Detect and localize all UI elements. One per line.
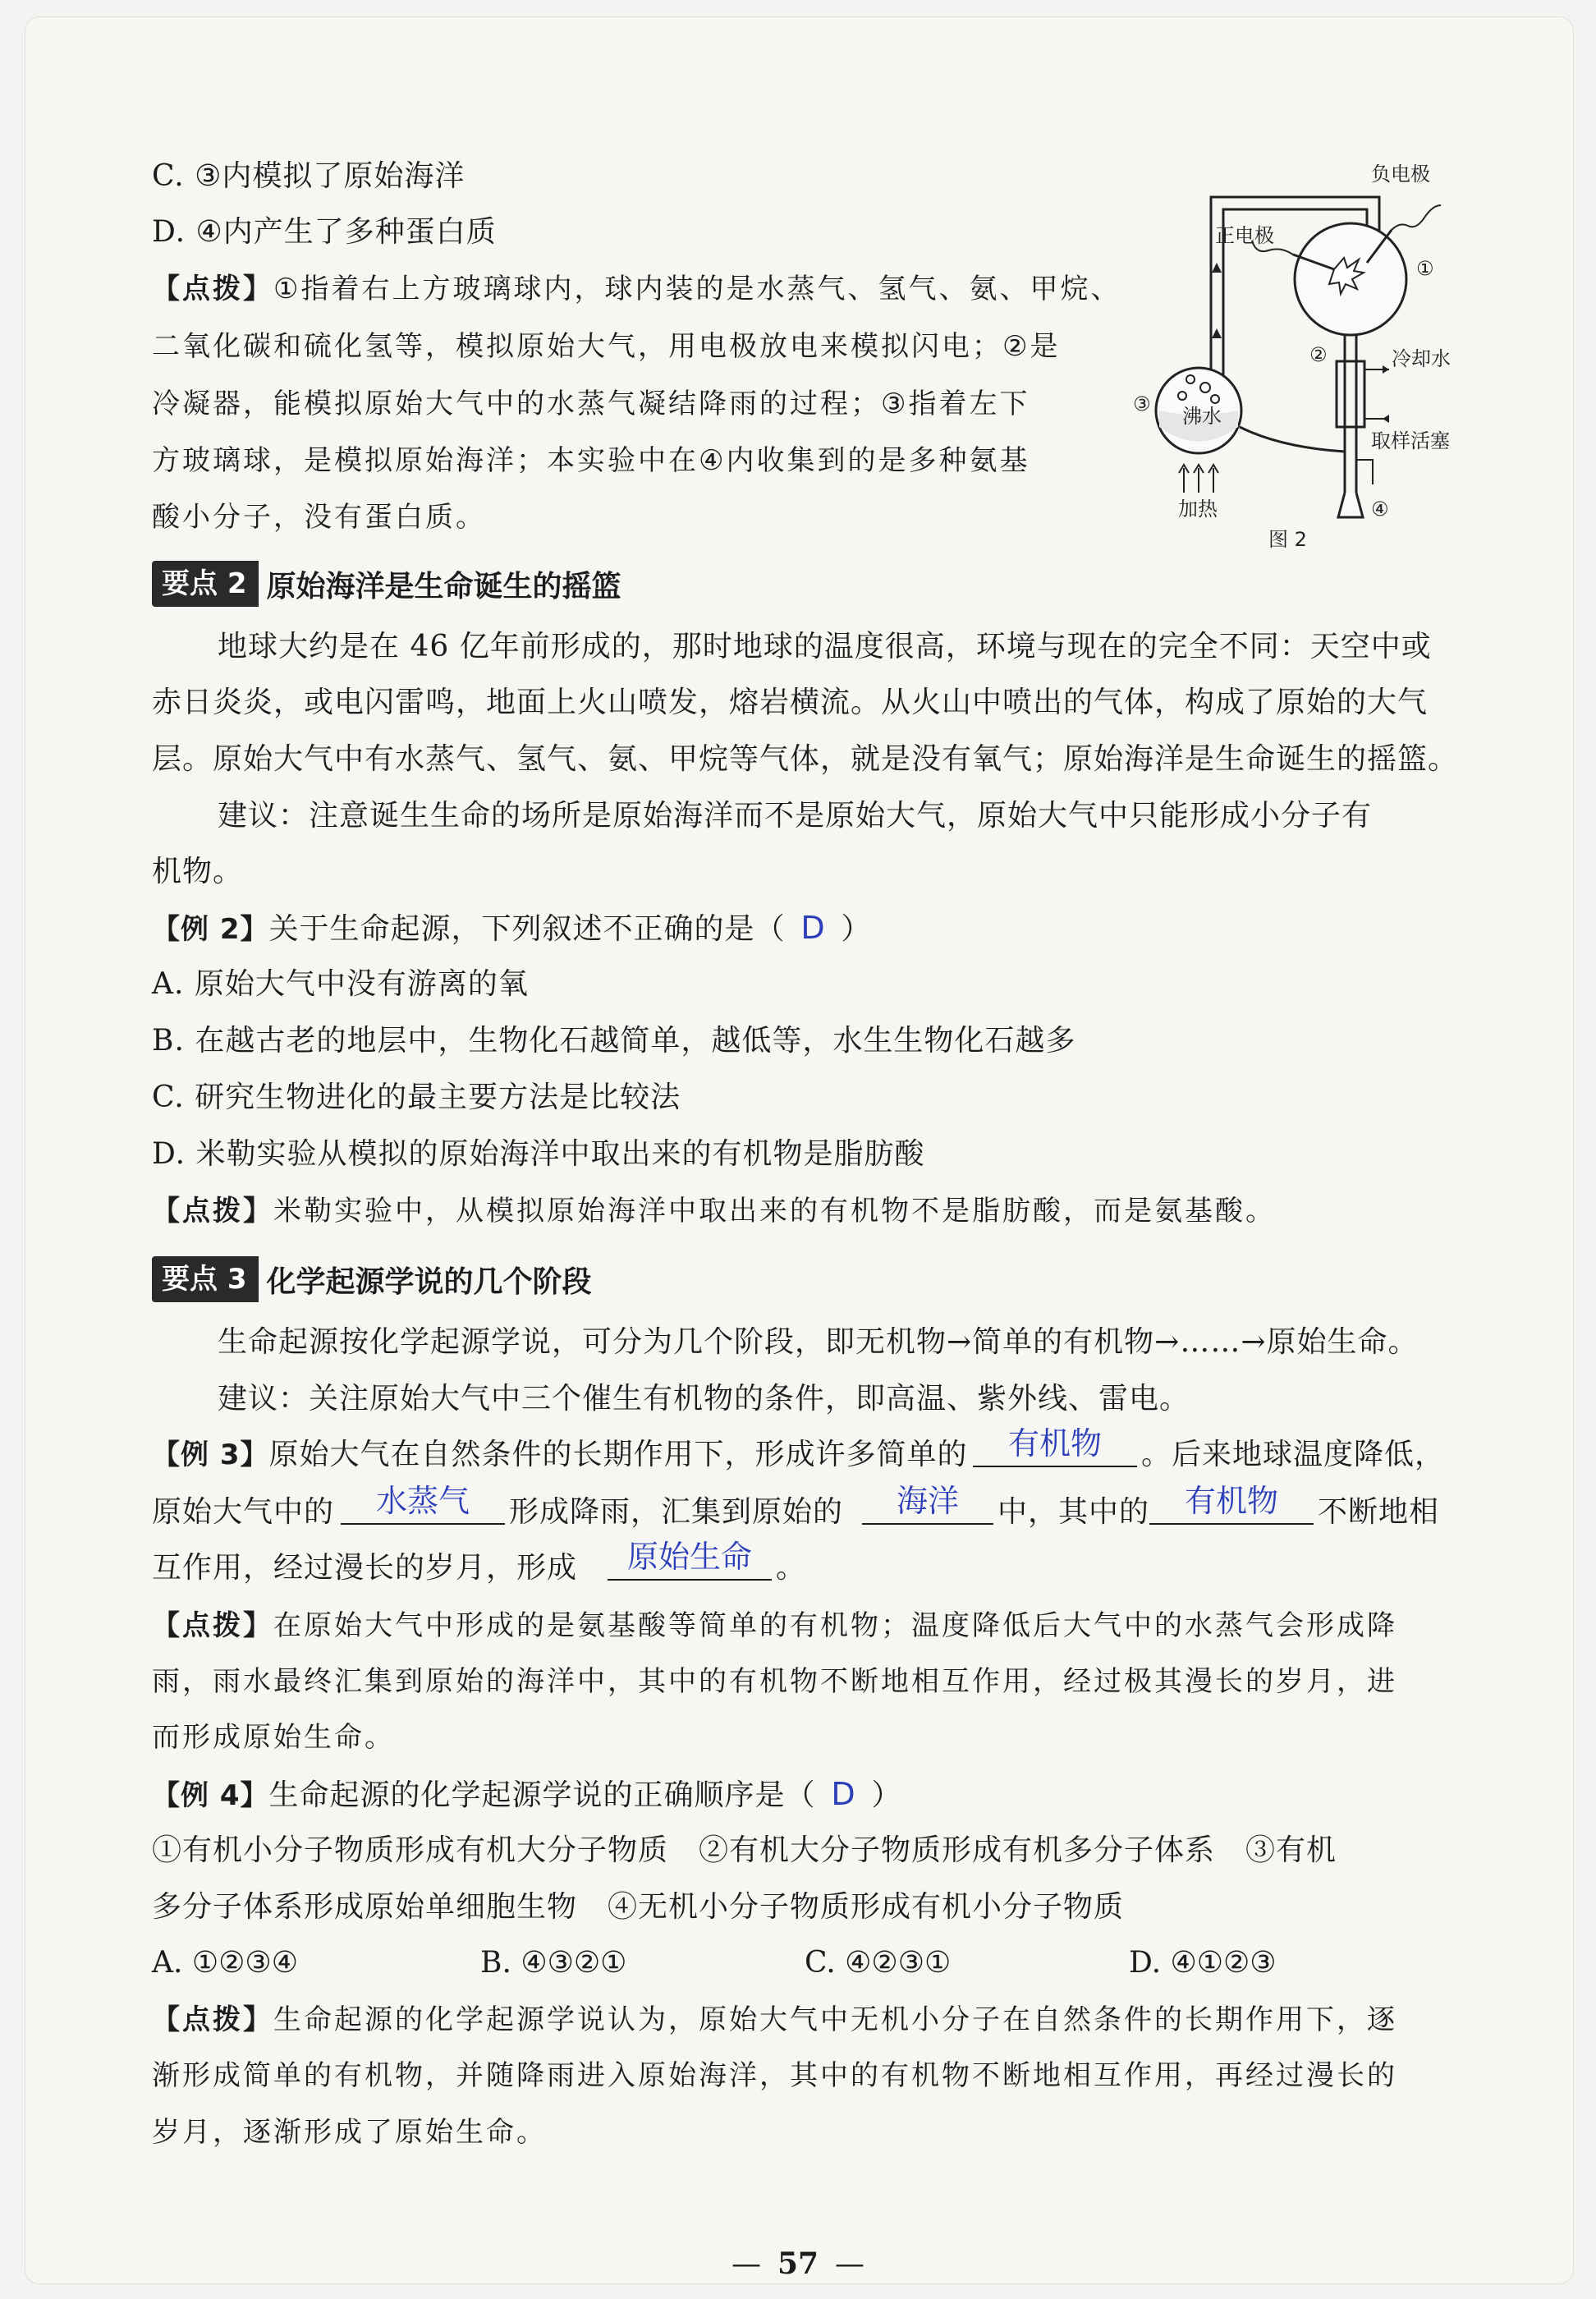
kp2-para-2-line-1: 建议：注意诞生生命的场所是原始海洋而不是原始大气，原始大气中只能形成小分子有 <box>218 799 1373 833</box>
page-number: — 57 — <box>731 2246 865 2281</box>
tip-label: 【点拨】 <box>152 1195 273 1228</box>
ex3-text-6: 不断地相 <box>1318 1495 1440 1529</box>
ex2-tip <box>152 1195 1276 1228</box>
example-2-question <box>152 911 872 946</box>
tip-text: 米勒实验中，从模拟原始海洋中取出来的有机物不是脂肪酸，而是氨基酸。 <box>273 1195 1276 1228</box>
answer: D <box>800 910 826 946</box>
tip-1-line-3: 冷凝器，能模拟原始大气中的水蒸气凝结降雨的过程；③指着左下 <box>152 388 1030 420</box>
option-c: C. ③内模拟了原始海洋 <box>152 159 466 193</box>
ex3-text-3: 原始大气中的 <box>152 1495 335 1529</box>
ex4-tip-line-1 <box>152 2003 1397 2036</box>
ex3-text-4: 形成降雨，汇集到原始的 <box>509 1495 844 1529</box>
return-tube <box>1240 427 1345 452</box>
ex4-tip-line-3: 岁月，逐渐形成了原始生命。 <box>152 2116 547 2149</box>
close-paren: ） <box>841 912 872 946</box>
ex4-option-d: D. ④①②③ <box>1129 1946 1277 1980</box>
ex2-option-d: D. 米勒实验从模拟的原始海洋中取出来的有机物是脂肪酸 <box>152 1137 925 1171</box>
ex3-text-7: 互作用，经过漫长的岁月，形成 <box>152 1551 578 1585</box>
keypoint-3-heading <box>152 1256 592 1302</box>
blank-1[interactable]: 有机物 <box>973 1425 1137 1467</box>
ex2-option-a: A. 原始大气中没有游离的氧 <box>152 967 529 1001</box>
cooling-pipes <box>1364 369 1389 419</box>
tip-1-text: ①指着右上方玻璃球内，球内装的是水蒸气、氢气、氨、甲烷、 <box>273 273 1121 305</box>
tip-1-line-5: 酸小分子，没有蛋白质。 <box>152 501 486 534</box>
tip-text: 在原始大气中形成的是氨基酸等简单的有机物；温度降低后大气中的水蒸气会形成降 <box>273 1609 1397 1642</box>
kp2-para-1-line-2: 赤日炎炎，或电闪雷鸣，地面上火山喷发，熔岩横流。从火山中喷出的气体，构成了原始的大气 <box>152 686 1429 719</box>
flow-arrow-icon <box>1212 328 1222 338</box>
tip-text: 生命起源的化学起源学说认为，原始大气中无机小分子在自然条件的长期作用下，逐 <box>273 2003 1397 2036</box>
miller-apparatus-diagram <box>1133 164 1453 550</box>
tip-1-line-1 <box>152 273 1121 305</box>
ex2-option-b: B. 在越古老的地层中，生物化石越简单，越低等，水生生物化石越多 <box>152 1024 1076 1058</box>
tip-1-line-2: 二氧化碳和硫化氢等，模拟原始大气，用电极放电来模拟闪电；②是 <box>152 330 1061 363</box>
condenser <box>1337 361 1364 427</box>
example-4-question <box>152 1778 902 1812</box>
label-4: ④ <box>1371 498 1389 521</box>
label-3: ③ <box>1133 392 1151 415</box>
question-text: 生命起源的化学起源学说的正确顺序是（ <box>268 1778 816 1812</box>
kp2-para-1-line-3: 层。原始大气中有水蒸气、氢气、氨、甲烷等气体，就是没有氧气；原始海洋是生命诞生的摇篮。 <box>152 742 1459 776</box>
ex4-option-a: A. ①②③④ <box>152 1946 298 1980</box>
keypoint-title: 原始海洋是生命诞生的摇篮 <box>266 569 621 603</box>
close-paren: ） <box>871 1778 902 1812</box>
page-number-value: 57 <box>777 2246 819 2281</box>
ex3-text-1: 原始大气在自然条件的长期作用下，形成许多简单的 <box>268 1438 968 1471</box>
ex2-option-c: C. 研究生物进化的最主要方法是比较法 <box>152 1081 681 1114</box>
keypoint-2-heading <box>152 561 621 607</box>
blank-4[interactable]: 有机物 <box>1149 1482 1314 1525</box>
option-d: D. ④内产生了多种蛋白质 <box>152 215 497 249</box>
blank-2[interactable]: 水蒸气 <box>341 1482 505 1525</box>
cooling-arrow-icon <box>1383 365 1389 423</box>
example-label: 【例 2】 <box>152 913 269 946</box>
kp2-para-1-line-1: 地球大约是在 46 亿年前形成的，那时地球的温度很高，环境与现在的完全不同：天空中或 <box>218 630 1432 663</box>
keypoint-title: 化学起源学说的几个阶段 <box>266 1264 592 1299</box>
ex3-tip-line-2: 雨，雨水最终汇集到原始的海洋中，其中的有机物不断地相互作用，经过极其漫长的岁月，进 <box>152 1665 1397 1698</box>
collection-flask <box>1338 493 1363 517</box>
kp3-para-1: 生命起源按化学起源学说，可分为几个阶段，即无机物→简单的有机物→……→原始生命。 <box>218 1325 1419 1359</box>
example-label: 【例 4】 <box>152 1779 269 1812</box>
label-1: ① <box>1416 257 1434 280</box>
example-label: 【例 3】 <box>152 1439 269 1471</box>
boiling-water-label: 沸水 <box>1182 405 1222 428</box>
kp2-para-2-line-2: 机物。 <box>152 855 244 888</box>
ex4-statements-line-2: 多分子体系形成原始单细胞生物 ④无机小分子物质形成有机小分子物质 <box>152 1890 1125 1924</box>
tip-label: 【点拨】 <box>152 1609 273 1642</box>
sampling-valve <box>1356 460 1373 484</box>
neg-electrode-label: 负电极 <box>1371 164 1430 186</box>
condenser-tube <box>1345 335 1356 493</box>
tip-label: 【点拨】 <box>152 2003 273 2036</box>
ex3-text-5: 中，其中的 <box>998 1495 1150 1529</box>
blank-3[interactable]: 海洋 <box>862 1482 993 1525</box>
ex4-tip-line-2: 渐形成简单的有机物，并随降雨进入原始海洋，其中的有机物不断地相互作用，再经过漫长的 <box>152 2059 1397 2092</box>
ex3-tip-line-3: 而形成原始生命。 <box>152 1721 395 1754</box>
ex3-text-8: 。 <box>776 1551 807 1585</box>
keypoint-badge: 要点 2 <box>152 561 259 607</box>
answer: D <box>831 1776 856 1812</box>
cooling-water-label: 冷却水 <box>1392 347 1451 370</box>
sampling-valve-label: 取样活塞 <box>1371 429 1450 452</box>
blank-5[interactable]: 原始生命 <box>608 1538 772 1581</box>
tip-label: 【点拨】 <box>152 273 273 305</box>
ex4-option-b: B. ④③②① <box>480 1946 627 1980</box>
question-text: 关于生命起源，下列叙述不正确的是（ <box>268 912 786 946</box>
flow-arrow-icon <box>1212 263 1222 273</box>
figure-caption: 图 2 <box>1268 528 1307 550</box>
keypoint-badge: 要点 3 <box>152 1256 259 1302</box>
ex3-text-2: 。后来地球温度降低， <box>1141 1438 1446 1471</box>
ex3-line-1-start <box>152 1439 968 1471</box>
kp3-para-2: 建议：关注原始大气中三个催生有机物的条件，即高温、紫外线、雷电。 <box>218 1382 1190 1416</box>
ex3-tip-line-1 <box>152 1609 1397 1642</box>
heating-label: 加热 <box>1178 498 1218 521</box>
ex4-statements-line-1: ①有机小分子物质形成有机大分子物质 ②有机大分子物质形成有机多分子体系 ③有机 <box>152 1833 1337 1867</box>
label-2: ② <box>1309 343 1328 366</box>
tip-1-line-4: 方玻璃球，是模拟原始海洋；本实验中在④内收集到的是多种氨基 <box>152 444 1030 477</box>
ex4-option-c: C. ④②③① <box>805 1946 952 1980</box>
pos-electrode-label: 正电极 <box>1215 224 1274 247</box>
negative-wire <box>1392 205 1441 230</box>
